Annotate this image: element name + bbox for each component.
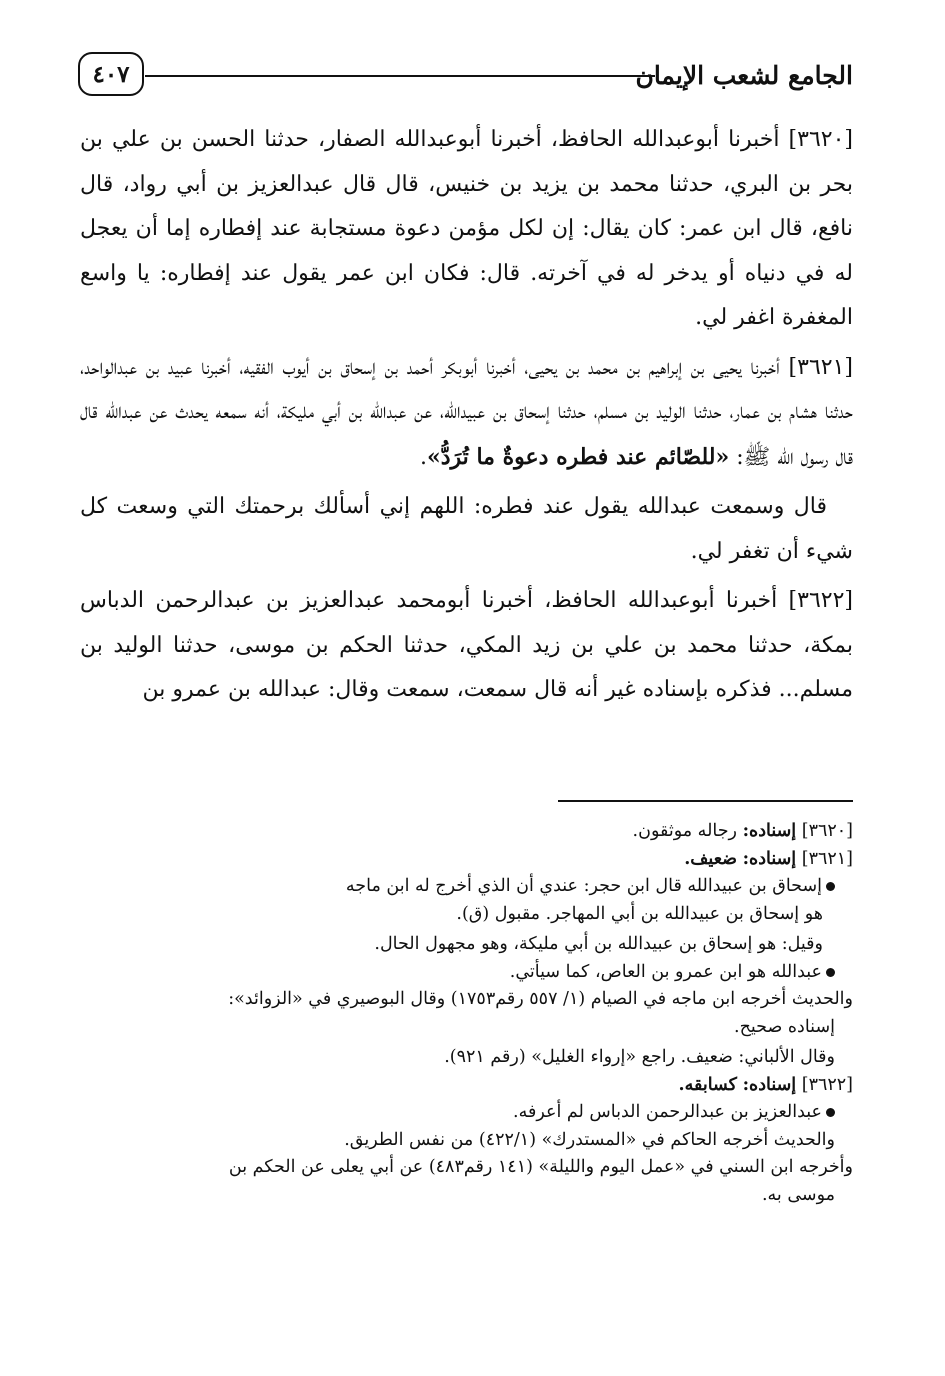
- footnote-text: والحديث أخرجه ابن ماجه في الصيام (١/ ٥٥٧ رقم١٧٥٣) وقال البوصيري في «الزوائد»:: [228, 989, 853, 1009]
- footnote-line: [80, 931, 853, 959]
- paragraph-text: أخبرنا أبوعبدالله الحافظ، أخبرنا أبوعبدالله الصفار، حدثنا الحسن بن علي بن بحر بن البري، حدثنا محمد بن يزيد بن خنيس، قال قال عبدالعزيز بن أبي رواد، قال نافع، قال ابن عمر: كان يقال: إن لكل مؤمن دعوة مستجابة عند إفطاره إما أن يعجل له في دنياه أو يدخر له في آخرته. قال: فكان ابن عمر يقول عند إفطاره: يا واسع المغفرة اغفر لي.: [80, 127, 853, 330]
- running-title: الجامع لشعب الإيمان: [635, 61, 853, 90]
- header-rule: [145, 75, 655, 77]
- footnote-number: [٣٦٢١]: [801, 848, 853, 869]
- footnote-text: وقيل: هو إسحاق بن عبيدالله بن أبي مليكة، وهو مجهول الحال.: [374, 934, 823, 954]
- paragraph-tail: .: [420, 444, 427, 470]
- footnote-text: ضعيف.: [684, 848, 738, 869]
- footnote-bullet-line: [80, 873, 853, 901]
- paragraph-3622: [80, 579, 853, 713]
- footnote-line: [80, 1127, 853, 1155]
- footnote-line: [80, 901, 853, 929]
- paragraph-text: أخبرنا يحيى بن إبراهيم بن محمد بن يحيى، أخبرنا أبوبكر أحمد بن إسحاق بن أيوب الفقيه، أخبرنا عبيد بن عبدالواحد، حدثنا هشام بن عمار، حدثنا الوليد بن مسلم، حدثنا إسحاق بن عبيدالله، عن عبدالله بن أبي مليكة، أنه سمعه يحدث عن عبدالله قال قال رسول الله ﷺ:: [80, 354, 853, 470]
- paragraph-continuation: [80, 485, 853, 574]
- page-number: ٤٠٧: [92, 60, 130, 88]
- footnote-line: [80, 986, 853, 1014]
- footnote-line: [80, 1182, 853, 1210]
- footnote-text: إسناده صحيح.: [734, 1016, 835, 1037]
- main-text: [80, 118, 853, 718]
- paragraph-3621: [80, 346, 853, 481]
- footnote-text: وقال الألباني: ضعيف. راجع «إرواء الغليل» (رقم ٩٢١).: [444, 1047, 835, 1067]
- footnote-text: رجاله موثقون.: [632, 821, 738, 841]
- footnote-number: [٣٦٢٠]: [801, 821, 853, 841]
- bullet-icon: [826, 968, 835, 977]
- hadith-number: [٣٦٢٢]: [788, 588, 853, 613]
- bullet-icon: [826, 1108, 835, 1117]
- footnote-label: إسناده:: [742, 1074, 797, 1095]
- hadith-number: [٣٦٢٠]: [788, 127, 853, 152]
- footnote-bullet-line: [80, 1099, 853, 1127]
- footnote-text: موسى به.: [761, 1184, 835, 1205]
- footnote-3622: [80, 1072, 853, 1100]
- footnote-line: [80, 1154, 853, 1182]
- footnotes: [80, 818, 853, 1209]
- footnote-text: عبدالعزيز بن عبدالرحمن الدباس لم أعرفه.: [513, 1102, 822, 1122]
- footnote-text: عبدالله هو ابن عمرو بن العاص، كما سيأتي.: [509, 961, 822, 982]
- footnote-3621: [80, 846, 853, 874]
- paragraph-text: أخبرنا أبوعبدالله الحافظ، أخبرنا أبومحمد عبدالعزيز بن عبدالرحمن الدباس بمكة، حدثنا محمد بن علي بن زيد المكي، حدثنا الحكم بن موسى، حدثنا الوليد بن مسلم... فذكره بإسناده غير أنه قال سمعت، سمعت وقال: عبدالله بن عمرو بن: [80, 588, 853, 702]
- footnote-separator: [558, 800, 853, 802]
- footnote-text: إسحاق بن عبيدالله قال ابن حجر: عندي أن الذي أخرج له ابن ماجه: [345, 876, 822, 896]
- page-number-frame: [78, 52, 144, 96]
- footnote-bullet-line: [80, 959, 853, 987]
- hadith-number: [٣٦٢١]: [788, 354, 853, 380]
- footnote-3620: [80, 818, 853, 846]
- footnote-text: كسابقه.: [678, 1074, 738, 1095]
- footnote-text: هو إسحاق بن عبيدالله بن أبي المهاجر. مقبول (ق).: [456, 903, 823, 924]
- footnote-line: [80, 1014, 853, 1042]
- footnote-text: وأخرجه ابن السني في «عمل اليوم والليلة» (١٤١ رقم٤٨٣) عن أبي يعلى عن الحكم بن: [228, 1157, 853, 1177]
- bullet-icon: [826, 882, 835, 891]
- footnote-label: إسناده:: [742, 821, 797, 841]
- footnote-line: [80, 1044, 853, 1072]
- footnote-text: والحديث أخرجه الحاكم في «المستدرك» (٤٢٢/١) من نفس الطريق.: [344, 1129, 835, 1150]
- paragraph-text: قال وسمعت عبدالله يقول عند فطره: اللهم إني أسألك برحمتك التي وسعت كل شيء أن تغفر لي.: [80, 494, 853, 564]
- paragraph-3620: [80, 118, 853, 341]
- hadith-quote: «للصّائم عند فطره دعوةٌ ما تُرَدُّ»: [427, 443, 730, 470]
- footnote-label: إسناده:: [742, 848, 797, 869]
- footnote-number: [٣٦٢٢]: [801, 1074, 853, 1095]
